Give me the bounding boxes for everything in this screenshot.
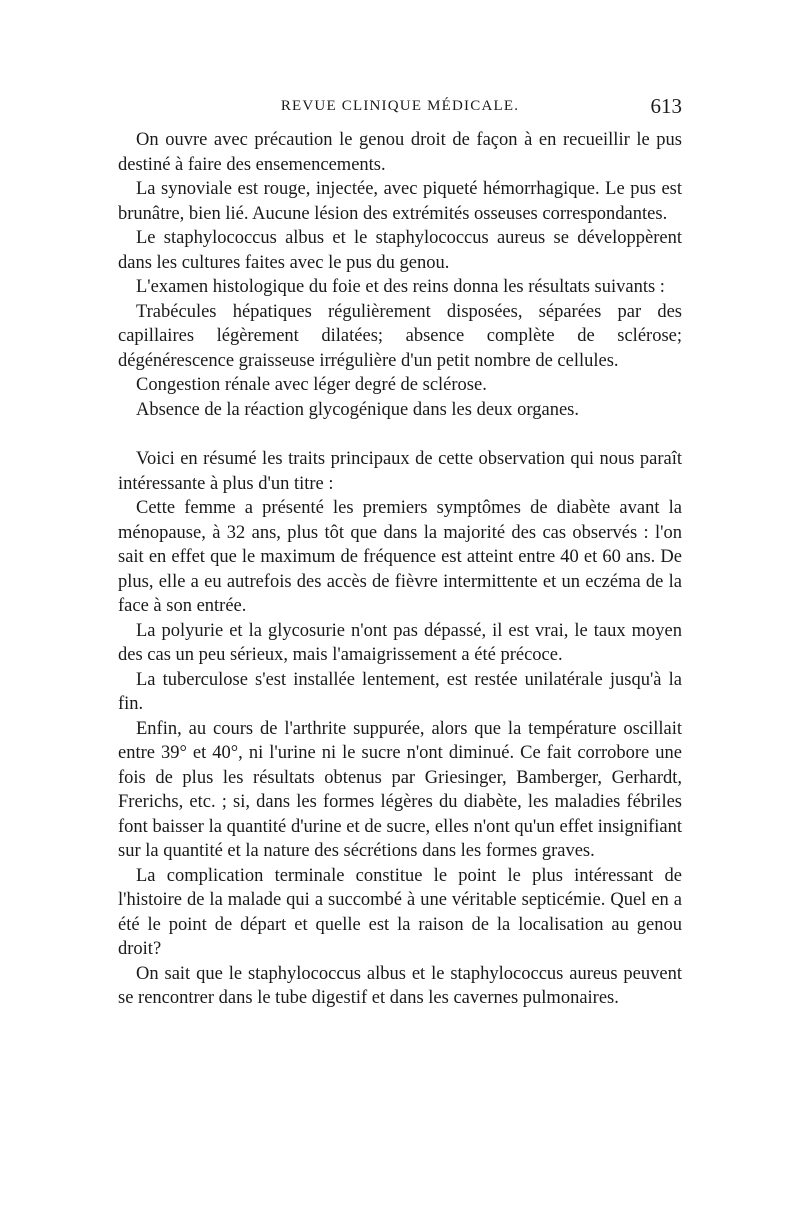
page-number: 613 bbox=[650, 94, 682, 118]
paragraph: La complication terminale constitue le point le plus intéressant de l'histoire de la malade qui a succombé à une véritable septicémie. Quel en a été le point de départ et quelle est la raison de la localisation au genou droit? bbox=[118, 865, 682, 959]
paragraph: La tuberculose s'est installée lentement, est restée unilatérale jusqu'à la fin. bbox=[118, 669, 682, 714]
paragraph: Cette femme a présenté les premiers symptômes de diabète avant la ménopause, à 32 ans, plus tôt que dans la majorité des cas observés : l'on sait en effet que le maximum de fréquence est atteint entre 40 et 60 ans. De plus, elle a eu autrefois des accès de fièvre intermittente et un eczéma de la face à son entrée. bbox=[118, 498, 682, 616]
paragraph: Le staphylococcus albus et le staphylococcus aureus se développèrent dans les cultures faites avec le pus du genou. bbox=[118, 228, 682, 273]
body-text bbox=[118, 128, 682, 1011]
paragraph: Enfin, au cours de l'arthrite suppurée, alors que la température oscillait entre 39° et 40°, ni l'urine ni le sucre n'ont diminué. Ce fait corrobore une fois de plus les résultats obtenus par Griesinger, Bamberger, Gerhardt, Frerichs, etc. ; si, dans les formes légères du diabète, les maladies fébriles font baisser la quantité d'urine et de sucre, elles n'ont qu'un effet insignifiant sur la quantité et la nature des sécrétions dans les formes graves. bbox=[118, 718, 682, 861]
paragraph: La synoviale est rouge, injectée, avec piqueté hémorrhagique. Le pus est brunâtre, bien lié. Aucune lésion des extrémités osseuses correspondantes. bbox=[118, 179, 682, 224]
page-header bbox=[118, 94, 682, 122]
running-title: REVUE CLINIQUE MÉDICALE. bbox=[280, 98, 520, 114]
paragraph: L'examen histologique du foie et des reins donna les résultats suivants : bbox=[136, 277, 665, 297]
paragraph: Trabécules hépatiques régulièrement disposées, séparées par des capillaires légèrement dilatées; absence complète de sclérose; dégénérescence graisseuse irrégulière d'un petit nombre de cellules. bbox=[118, 301, 682, 371]
section-gap bbox=[118, 422, 682, 447]
paragraph: On sait que le staphylococcus albus et le staphylococcus aureus peuvent se rencontrer dans le tube digestif et dans les cavernes pulmonaires. bbox=[118, 963, 682, 1008]
paragraph: On ouvre avec précaution le genou droit de façon à en recueillir le pus destiné à faire des ensemencements. bbox=[118, 130, 682, 175]
paragraph: Voici en résumé les traits principaux de cette observation qui nous paraît intéressante à plus d'un titre : bbox=[118, 449, 682, 494]
paragraph: Congestion rénale avec léger degré de sclérose. bbox=[136, 375, 487, 395]
paragraph: Absence de la réaction glycogénique dans les deux organes. bbox=[136, 399, 579, 420]
paragraph: La polyurie et la glycosurie n'ont pas dépassé, il est vrai, le taux moyen des cas un peu sérieux, mais l'amaigrissement a été précoce. bbox=[118, 620, 682, 665]
